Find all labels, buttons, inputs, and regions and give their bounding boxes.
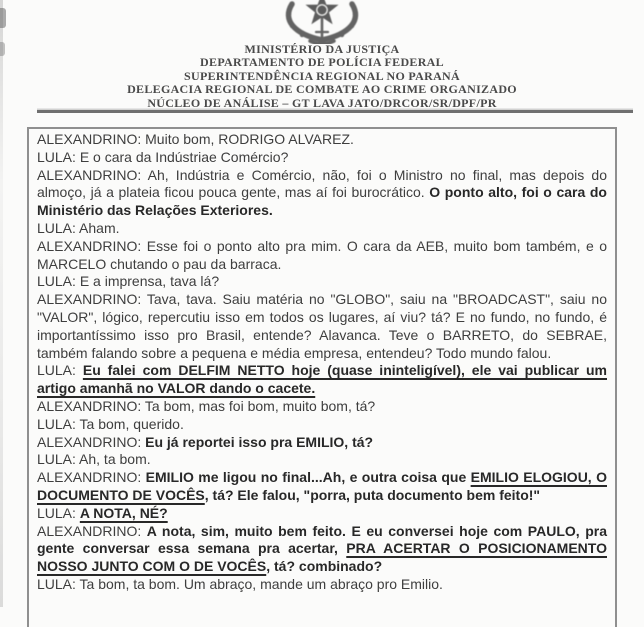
speaker-label: LULA:: [37, 362, 83, 379]
utterance-text: Aham.: [79, 219, 120, 236]
speaker-label: ALEXANDRINO:: [37, 237, 147, 254]
utterance-text: Ta bom, ta bom. Um abraço, mande um abraço pro Emilio.: [79, 575, 443, 592]
letterhead-line-department: DEPARTAMENTO DE POLÍCIA FEDERAL: [200, 55, 444, 70]
letterhead-line-nucleo: NÚCLEO DE ANÁLISE – GT LAVA JATO/DRCOR/SR/DPF/PR: [147, 95, 497, 110]
utterance-text: Tava, tava. Saiu matéria no "GLOBO", saiu na "BROADCAST", saiu no "VALOR", lógico, repercutiu isso em todos os lugares, aí viu? tá? E no fundo, no fundo, é importantíssimo isso pro Brasil, entende? Alavanca. Teve o BARRETO, do SEBRAE, também falando sobre a pequena e média empresa, entendeu? Todo mundo falou.: [37, 291, 607, 361]
transcript-utterance: [37, 416, 607, 434]
utterance-text: E a imprensa, tava lá?: [79, 273, 220, 290]
speaker-label: ALEXANDRINO:: [37, 131, 146, 147]
utterance-text: Ah, Indústria e Comércio, não, foi o Ministro no final, mas depois do almoço, já a plateia ficou pouca gente, mas aí foi burocrático.: [37, 166, 607, 201]
speaker-label: ALEXANDRINO:: [37, 397, 145, 414]
utterance-text: PRA ACERTAR O POSICIONAMENTO NOSSO JUNTO COM O DE VOCÊS: [37, 540, 607, 575]
utterance-text: E o cara da Indústriae Comércio?: [79, 148, 289, 165]
transcript-utterance: [37, 398, 607, 416]
letterhead-line-ministry: MINISTÉRIO DA JUSTIÇA: [244, 42, 400, 56]
transcript-utterance: [37, 291, 607, 362]
transcript-utterance: [37, 362, 607, 398]
transcript-utterance: [37, 220, 607, 238]
speaker-label: ALEXANDRINO:: [37, 166, 148, 183]
utterance-text: A nota, sim, muito bem feito. E eu conversei hoje com PAULO, pra gente conversar essa semana pra acertar,: [37, 522, 607, 557]
transcript-utterance: [37, 131, 607, 149]
transcript-utterance: [37, 167, 607, 220]
speaker-label: LULA:: [37, 148, 80, 165]
document-letterhead: [0, 43, 644, 110]
scan-blot-artifact: [0, 8, 6, 28]
letterhead-line-superintendence: SUPERINTENDÊNCIA REGIONAL NO PARANÁ: [184, 68, 460, 83]
speaker-label: ALEXANDRINO:: [37, 291, 147, 308]
speaker-label: LULA:: [37, 451, 80, 468]
utterance-text: Eu falei com DELFIM NETTO hoje (quase ininteligível), ele vai publicar um artigo amanhã no VALOR dando o cacete.: [37, 362, 607, 397]
utterance-text: O ponto alto, foi o cara do Ministério das Relações Exteriores.: [37, 184, 607, 219]
speaker-label: LULA:: [37, 504, 80, 521]
transcript-utterance: [37, 576, 607, 594]
utterance-text: Esse foi o ponto alto pra mim. O cara da AEB, muito bom também, e o MARCELO chutando o pau da barraca.: [37, 237, 608, 272]
speaker-label: ALEXANDRINO:: [37, 469, 146, 486]
transcript-utterance: [37, 505, 607, 523]
transcript-utterance: [37, 149, 607, 167]
utterance-text: , tá? Ele falou, "porra, puta documento bem feito!": [204, 486, 541, 503]
utterance-text: EMILIO me ligou no final...Ah, e outra coisa que: [145, 469, 471, 486]
utterance-text: Ta bom, mas foi bom, muito bom, tá?: [144, 397, 376, 414]
transcript-utterance: [37, 469, 607, 505]
header-divider-rule: [37, 110, 633, 113]
letterhead-line-delegacia: DELEGACIA REGIONAL DE COMBATE AO CRIME ORGANIZADO: [127, 82, 517, 97]
transcript-utterance: [37, 523, 607, 576]
speaker-label: ALEXANDRINO:: [37, 433, 146, 450]
utterance-text: EMILIO ELOGIOU, O DOCUMENTO DE VOCÊS: [37, 469, 607, 503]
transcript-utterance: [37, 451, 607, 469]
utterance-text: Ta bom, querido.: [79, 415, 184, 432]
speaker-label: LULA:: [37, 415, 80, 432]
speaker-label: LULA:: [37, 219, 80, 236]
speaker-label: LULA:: [37, 273, 80, 290]
transcript-utterance: [37, 434, 607, 452]
transcript-utterance: [37, 238, 607, 274]
utterance-text: Muito bom, RODRIGO ALVAREZ.: [145, 131, 354, 147]
transcript-utterance: [37, 273, 607, 291]
utterance-text: A NOTA, NÉ?: [79, 504, 168, 521]
speaker-label: ALEXANDRINO:: [37, 522, 147, 539]
utterance-text: Ah, ta bom.: [79, 451, 151, 468]
speaker-label: LULA:: [37, 575, 80, 592]
transcript-box: [27, 127, 617, 627]
utterance-text: , tá? combinado?: [266, 558, 383, 575]
brazil-coat-of-arms-icon: [270, 0, 374, 44]
utterance-text: Eu já reportei isso pra EMILIO, tá?: [145, 433, 374, 450]
